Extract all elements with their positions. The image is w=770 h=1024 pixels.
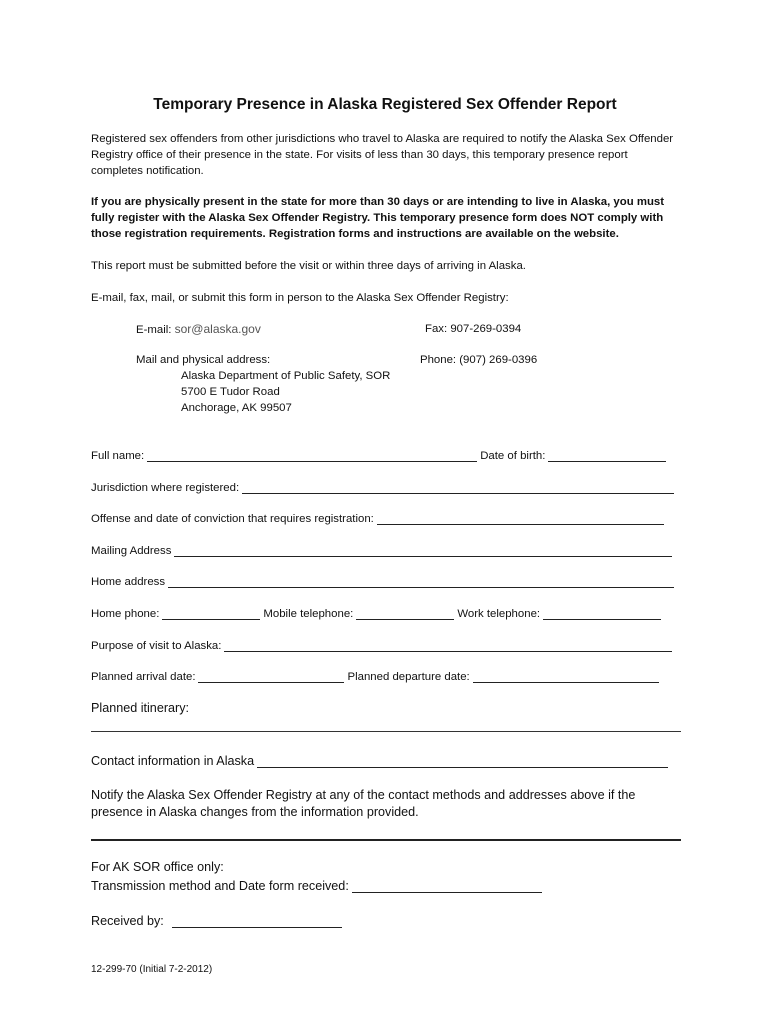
mailing-address-field[interactable] xyxy=(174,545,672,557)
intro-paragraph: Registered sex offenders from other jurisdictions who travel to Alaska are required to notify the Alaska Sex Offender Registry office of their presence in the state. For visits of less than 30 days, this temporary presence report completes notification. xyxy=(91,133,674,177)
mailing-address-row xyxy=(91,541,675,557)
address-line-2: 5700 E Tudor Road xyxy=(181,386,280,398)
home-phone-label: Home phone: xyxy=(91,608,160,620)
full-name-field[interactable] xyxy=(147,450,477,462)
mailing-address-label: Mailing Address xyxy=(91,545,172,557)
contact-alaska-label: Contact information in Alaska xyxy=(91,754,255,768)
departure-date-field[interactable] xyxy=(473,671,659,683)
jurisdiction-field[interactable] xyxy=(242,482,674,494)
purpose-field[interactable] xyxy=(224,640,672,652)
address-line-1: Alaska Department of Public Safety, SOR xyxy=(181,370,391,382)
home-phone-field[interactable] xyxy=(162,608,260,620)
mail-address-label: Mail and physical address: xyxy=(136,354,271,366)
full-name-row xyxy=(91,446,669,462)
received-by-label: Received by: xyxy=(91,914,164,928)
dates-row xyxy=(91,667,662,683)
offense-field[interactable] xyxy=(377,513,664,525)
home-address-label: Home address xyxy=(91,576,166,588)
jurisdiction-row xyxy=(91,478,677,494)
received-by-field[interactable] xyxy=(172,916,342,928)
mobile-phone-field[interactable] xyxy=(356,608,454,620)
transmission-label: Transmission method and Date form received: xyxy=(91,879,349,893)
received-by-row xyxy=(91,912,345,928)
transmission-row xyxy=(91,877,545,893)
departure-date-label: Planned departure date: xyxy=(347,671,470,683)
submit-instructions: E-mail, fax, mail, or submit this form in person to the Alaska Sex Offender Registry: xyxy=(91,292,509,304)
arrival-date-label: Planned arrival date: xyxy=(91,671,196,683)
jurisdiction-label: Jurisdiction where registered: xyxy=(91,482,240,494)
phone-number: Phone: (907) 269-0396 xyxy=(420,354,538,366)
contact-alaska-row xyxy=(91,752,671,768)
dob-field[interactable] xyxy=(548,450,666,462)
address-line-3: Anchorage, AK 99507 xyxy=(181,402,292,414)
email-label: E-mail: xyxy=(136,324,172,336)
office-only-heading: For AK SOR office only: xyxy=(91,860,224,874)
offense-label: Offense and date of conviction that requires registration: xyxy=(91,513,374,525)
form-title: Temporary Presence in Alaska Registered Sex Offender Report xyxy=(153,96,617,113)
itinerary-label: Planned itinerary: xyxy=(91,701,190,715)
section-divider xyxy=(91,839,681,841)
work-phone-field[interactable] xyxy=(543,608,661,620)
form-number: 12-299-70 (Initial 7-2-2012) xyxy=(91,964,213,975)
warning-paragraph: If you are physically present in the state for more than 30 days or are intending to live in Alaska, you must fully register with the Alaska Sex Offender Registry. This temporary presence form does NOT comply with those registration requirements. Registration forms and instructions are available on the website. xyxy=(91,196,665,240)
purpose-row xyxy=(91,636,675,652)
purpose-label: Purpose of visit to Alaska: xyxy=(91,640,222,652)
dob-label: Date of birth: xyxy=(480,450,546,462)
email-line xyxy=(136,322,261,337)
home-address-row xyxy=(91,572,677,588)
full-name-label: Full name: xyxy=(91,450,145,462)
email-address: sor@alaska.gov xyxy=(174,322,261,336)
home-address-field[interactable] xyxy=(168,576,674,588)
work-phone-label: Work telephone: xyxy=(457,608,541,620)
mobile-phone-label: Mobile telephone: xyxy=(263,608,354,620)
deadline-paragraph: This report must be submitted before the visit or within three days of arriving in Alaska. xyxy=(91,260,526,272)
notify-paragraph: Notify the Alaska Sex Offender Registry at any of the contact methods and addresses above if the presence in Alaska changes from the information provided. xyxy=(91,788,636,819)
offense-row xyxy=(91,509,667,525)
contact-alaska-field[interactable] xyxy=(257,756,668,768)
transmission-field[interactable] xyxy=(352,881,542,893)
arrival-date-field[interactable] xyxy=(198,671,344,683)
phone-row xyxy=(91,604,664,620)
fax-number: Fax: 907-269-0394 xyxy=(425,323,522,335)
itinerary-field[interactable] xyxy=(91,731,681,732)
